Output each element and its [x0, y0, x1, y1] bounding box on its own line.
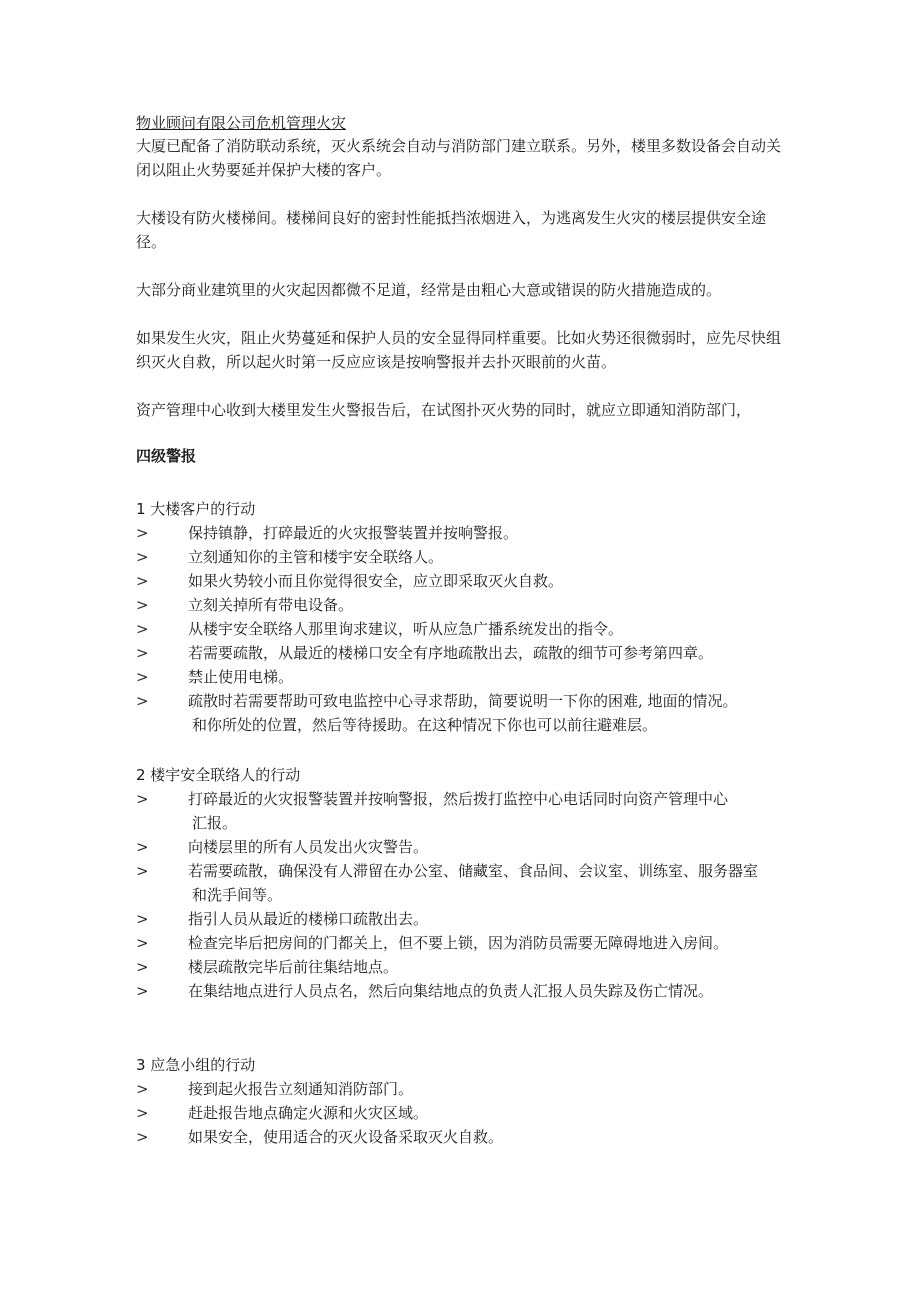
bullet-icon: >: [136, 1080, 149, 1098]
paragraph-fire-response: 如果发生火灾，阻止火势蔓延和保护人员的安全显得同样重要。比如火势还很微弱时，应先尽快组织灭火自救，所以起火时第一反应应该是按响警报并去扑灭眼前的火苗。: [136, 329, 782, 371]
bullet-icon: >: [136, 1104, 149, 1122]
list-item: > 如果火势较小而且你觉得很安全，应立即采取灭火自救。: [136, 569, 786, 593]
section-title-tenant-actions: 1 大楼客户的行动: [136, 500, 256, 518]
paragraph-fire-system: 大厦已配备了消防联动系统，灭火系统会自动与消防部门建立联系。另外，楼里多数设备会自动关闭以阻止火势要延并保护大楼的客户。: [136, 137, 782, 179]
list-item: > 楼层疏散完毕后前往集结地点。: [136, 955, 786, 979]
bullet-icon: >: [136, 862, 149, 880]
list-item: > 检查完毕后把房间的门都关上，但不要上锁，因为消防员需要无障碍地进入房间。: [136, 931, 786, 955]
list-item: > 接到起火报告立刻通知消防部门。: [136, 1077, 786, 1101]
list-item: > 若需要疏散，确保没有人滞留在办公室、储藏室、食品间、会议室、训练室、服务器室: [136, 859, 786, 883]
list-item: > 赶赴报告地点确定火源和火灾区域。: [136, 1101, 786, 1125]
bullet-icon: >: [136, 790, 149, 808]
bullet-icon: >: [136, 524, 149, 542]
bullet-icon: >: [136, 934, 149, 952]
bullet-icon: >: [136, 668, 149, 686]
bullet-icon: >: [136, 620, 149, 638]
alert-level-heading: 四级警报: [136, 447, 197, 465]
list-item: > 从楼宇安全联络人那里询求建议，听从应急广播系统发出的指令。: [136, 617, 786, 641]
list-item-continuation: 和你所处的位置，然后等待援助。在这种情况下你也可以前往避难层。: [192, 716, 658, 734]
bullet-icon: >: [136, 644, 149, 662]
list-item: > 向楼层里的所有人员发出火灾警告。: [136, 835, 786, 859]
paragraph-fire-causes: 大部分商业建筑里的火灾起因都微不足道，经常是由粗心大意或错误的防火措施造成的。: [136, 281, 722, 299]
paragraph-asset-center: 资产管理中心收到大楼里发生火警报告后，在试图扑灭火势的同时，就应立即通知消防部门，: [136, 401, 752, 419]
list-item: > 禁止使用电梯。: [136, 665, 786, 689]
section-title-liaison-actions: 2 楼宇安全联络人的行动: [136, 766, 301, 784]
bullet-icon: >: [136, 548, 149, 566]
bullet-icon: >: [136, 1128, 149, 1146]
paragraph-stairwell: 大楼设有防火楼梯间。楼梯间良好的密封性能抵挡浓烟进入，为逃离发生火灾的楼层提供安全途径。: [136, 209, 767, 251]
list-item: > 在集结地点进行人员点名，然后向集结地点的负责人汇报人员失踪及伤亡情况。: [136, 979, 786, 1003]
list-item: > 如果安全，使用适合的灭火设备采取灭火自救。: [136, 1125, 786, 1149]
list-item-continuation: 和洗手间等。: [192, 886, 283, 904]
bullet-icon: >: [136, 692, 149, 710]
list-item: > 指引人员从最近的楼梯口疏散出去。: [136, 907, 786, 931]
bullet-icon: >: [136, 982, 149, 1000]
list-item: > 疏散时若需要帮助可致电监控中心寻求帮助，简要说明一下你的困难, 地面的情况。: [136, 689, 786, 713]
bullet-icon: >: [136, 572, 149, 590]
list-item: > 立刻关掉所有带电设备。: [136, 593, 786, 617]
document-title: 物业顾问有限公司危机管理火灾: [136, 114, 347, 132]
document-page: [136, 112, 786, 1149]
bullet-icon: >: [136, 910, 149, 928]
bullet-icon: >: [136, 596, 149, 614]
list-item: > 立刻通知你的主管和楼宇安全联络人。: [136, 545, 786, 569]
list-item: > 若需要疏散，从最近的楼梯口安全有序地疏散出去，疏散的细节可参考第四章。: [136, 641, 786, 665]
list-item-continuation: 汇报。: [192, 814, 238, 832]
list-item: > 打碎最近的火灾报警装置并按响警报，然后拨打监控中心电话同时向资产管理中心: [136, 787, 786, 811]
bullet-icon: >: [136, 958, 149, 976]
section-title-emergency-team-actions: 3 应急小组的行动: [136, 1056, 256, 1074]
bullet-icon: >: [136, 838, 149, 856]
list-item: > 保持镇静，打碎最近的火灾报警装置并按响警报。: [136, 521, 786, 545]
